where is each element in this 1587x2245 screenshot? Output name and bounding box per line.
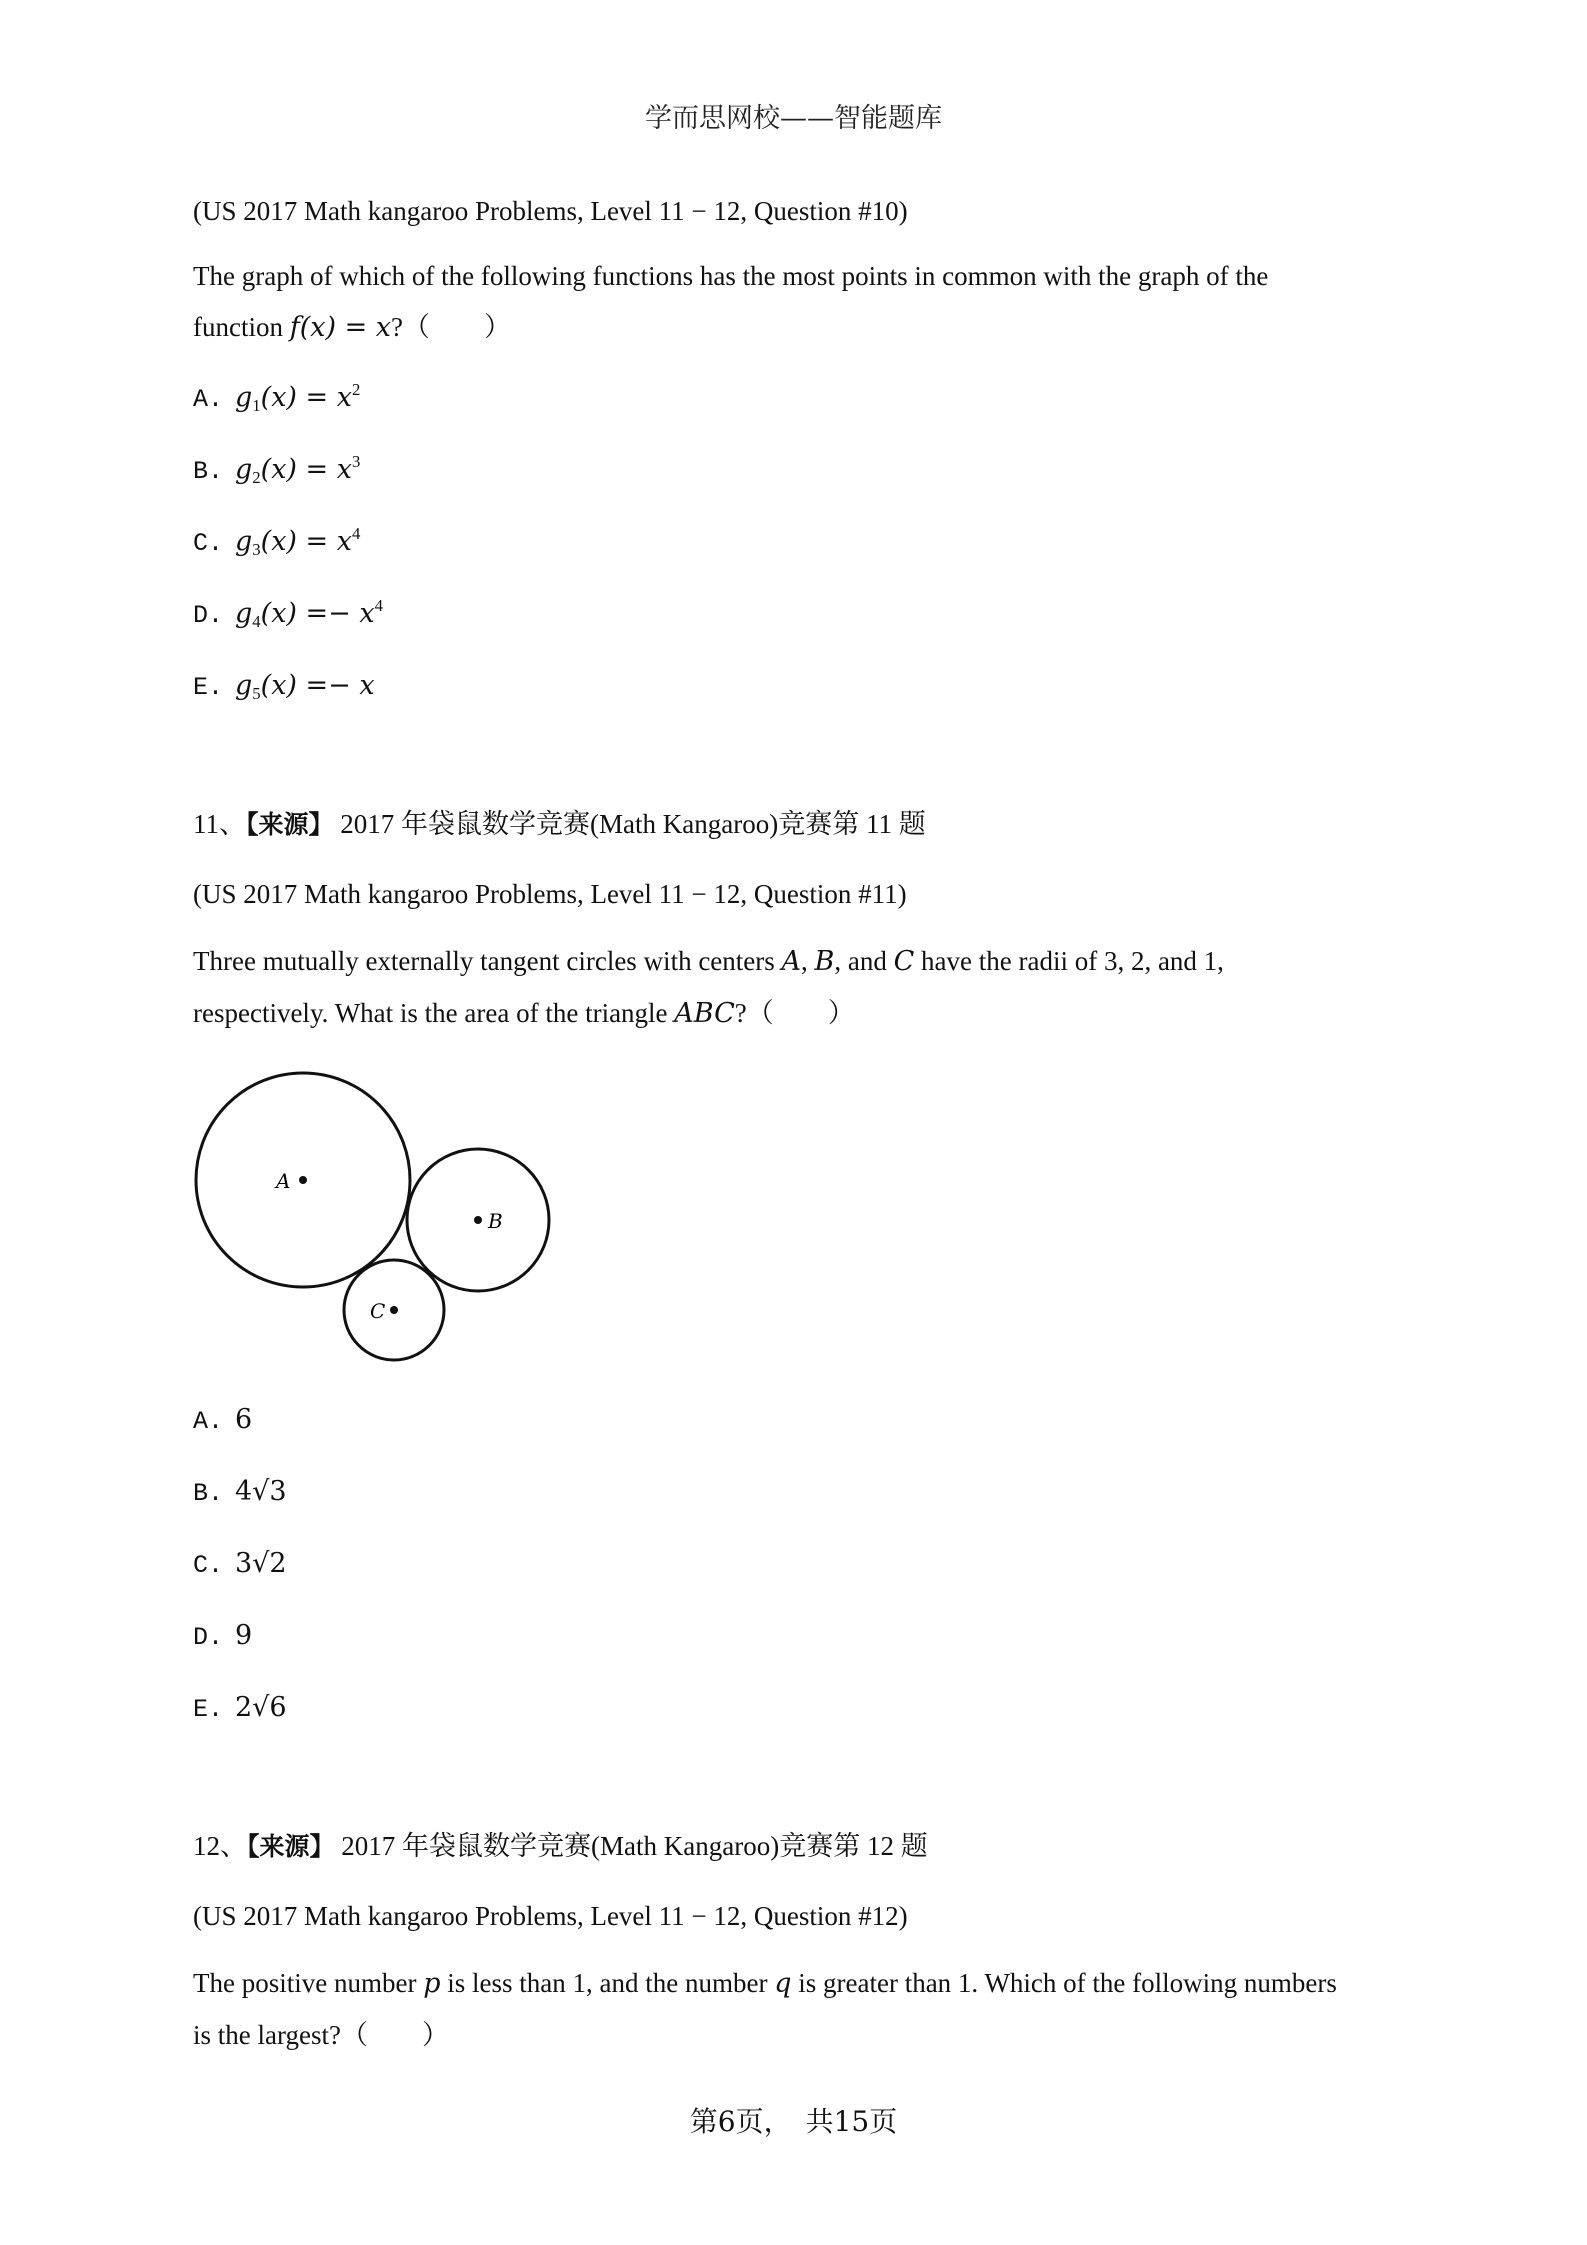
q11-number: 11、 xyxy=(193,809,246,839)
option-expr: (x) = x xyxy=(260,382,352,413)
option-func: g xyxy=(235,670,253,701)
option-sup: 4 xyxy=(374,596,383,616)
q12-stem-var-p: p xyxy=(423,1968,441,1999)
option-expr: (x) =− x xyxy=(260,670,375,701)
q11-option-c[interactable] xyxy=(193,1548,287,1580)
q11-option-b[interactable] xyxy=(193,1476,287,1508)
tangent-circles-figure xyxy=(190,1062,560,1362)
q11-option-d[interactable] xyxy=(193,1620,252,1652)
option-letter: C. xyxy=(193,529,224,558)
q12-stem-var-q: q xyxy=(774,1968,792,1999)
q11-stem-text: , xyxy=(801,946,815,976)
option-sup: 4 xyxy=(351,524,361,544)
q10-source-en: (US 2017 Math kangaroo Problems, Level 11 − 12, Question #10) xyxy=(193,196,908,226)
q10-stem-math: f(x) = x xyxy=(289,312,392,343)
option-letter: C. xyxy=(193,1551,224,1580)
option-sub: 4 xyxy=(252,612,261,632)
q11-stem-line1 xyxy=(193,945,1224,978)
q11-source-cn: 2017 年袋鼠数学竞赛(Math Kangaroo)竞赛第 11 题 xyxy=(340,809,926,839)
page-header: 学而思网校——智能题库 xyxy=(645,103,942,134)
option-sup: 2 xyxy=(351,380,361,400)
q11-stem-math: ABC xyxy=(674,998,735,1029)
option-text: 2√6 xyxy=(235,1692,287,1723)
q11-source-en: (US 2017 Math kangaroo Problems, Level 11 − 12, Question #11) xyxy=(193,879,907,909)
option-letter: B. xyxy=(193,457,224,486)
q10-option-d[interactable] xyxy=(193,598,383,630)
q10-option-c[interactable] xyxy=(193,526,360,558)
option-expr: (x) = x xyxy=(260,526,352,557)
option-sub: 3 xyxy=(252,540,261,560)
option-func: g xyxy=(235,382,253,413)
q12-number: 12、 xyxy=(193,1831,247,1861)
option-func: g xyxy=(235,598,253,629)
q11-source-line xyxy=(193,808,926,840)
q12-source-cn: 2017 年袋鼠数学竞赛(Math Kangaroo)竞赛第 12 题 xyxy=(341,1831,928,1861)
circles-svg xyxy=(190,1062,560,1362)
label-c: C xyxy=(370,1299,386,1323)
q11-stem-text: respectively. What is the area of the triangle xyxy=(193,998,675,1028)
q11-stem-text: , and xyxy=(834,946,894,976)
q11-stem-end: ?（ ） xyxy=(734,998,855,1028)
option-text: 4√3 xyxy=(235,1476,287,1507)
q10-stem-line2 xyxy=(193,311,511,344)
q11-stem-text: have the radii of 3, 2, and 1, xyxy=(914,946,1224,976)
center-dot-c xyxy=(390,1306,398,1314)
q11-stem-var-c: C xyxy=(893,946,915,977)
q10-option-a[interactable] xyxy=(193,382,360,414)
q11-stem-text: Three mutually externally tangent circles with centers xyxy=(193,946,782,976)
page-footer: 第6页， 共15页 xyxy=(689,2105,898,2138)
q12-stem-text: is greater than 1. Which of the following numbers xyxy=(791,1968,1337,1998)
q12-stem-line1 xyxy=(193,1967,1337,2000)
q10-option-e[interactable] xyxy=(193,670,375,702)
q12-stem-line2: is the largest?（ ） xyxy=(193,2020,449,2050)
option-text: 3√2 xyxy=(235,1548,287,1579)
option-sup: 3 xyxy=(351,452,361,472)
label-b: B xyxy=(488,1209,503,1233)
option-text: 9 xyxy=(235,1620,253,1651)
option-text: 6 xyxy=(235,1404,253,1435)
option-letter: D. xyxy=(193,1623,224,1652)
q11-option-a[interactable] xyxy=(193,1404,252,1436)
q11-source-tag: 【来源】 xyxy=(246,810,334,839)
center-dot-a xyxy=(299,1176,307,1184)
q10-stem-end: ?（ ） xyxy=(391,312,512,342)
option-func: g xyxy=(235,526,253,557)
q11-stem-line2 xyxy=(193,997,855,1030)
q10-stem-line1: The graph of which of the following functions has the most points in common with the graph of the xyxy=(193,261,1269,291)
q10-option-b[interactable] xyxy=(193,454,360,486)
q11-stem-var-b: B xyxy=(814,946,835,977)
center-dot-b xyxy=(474,1216,482,1224)
option-letter: D. xyxy=(193,601,224,630)
option-letter: E. xyxy=(193,673,224,702)
option-sub: 2 xyxy=(252,468,261,488)
option-func: g xyxy=(235,454,253,485)
q10-stem-text: function xyxy=(193,312,290,342)
option-letter: A. xyxy=(193,385,224,414)
q12-source-en: (US 2017 Math kangaroo Problems, Level 11 − 12, Question #12) xyxy=(193,1901,908,1931)
option-expr: (x) = x xyxy=(260,454,352,485)
label-a: A xyxy=(276,1169,291,1193)
q12-stem-text: The positive number xyxy=(193,1968,424,1998)
option-sub: 5 xyxy=(252,684,261,704)
q11-stem-var-a: A xyxy=(781,946,802,977)
option-letter: E. xyxy=(193,1695,224,1724)
option-sub: 1 xyxy=(252,396,261,416)
q12-source-line xyxy=(193,1830,928,1862)
q11-option-e[interactable] xyxy=(193,1692,287,1724)
option-letter: B. xyxy=(193,1479,224,1508)
q12-stem-text: is less than 1, and the number xyxy=(440,1968,775,1998)
option-letter: A. xyxy=(193,1407,224,1436)
option-expr: (x) =− x xyxy=(260,598,375,629)
q12-source-tag: 【来源】 xyxy=(247,1832,335,1861)
